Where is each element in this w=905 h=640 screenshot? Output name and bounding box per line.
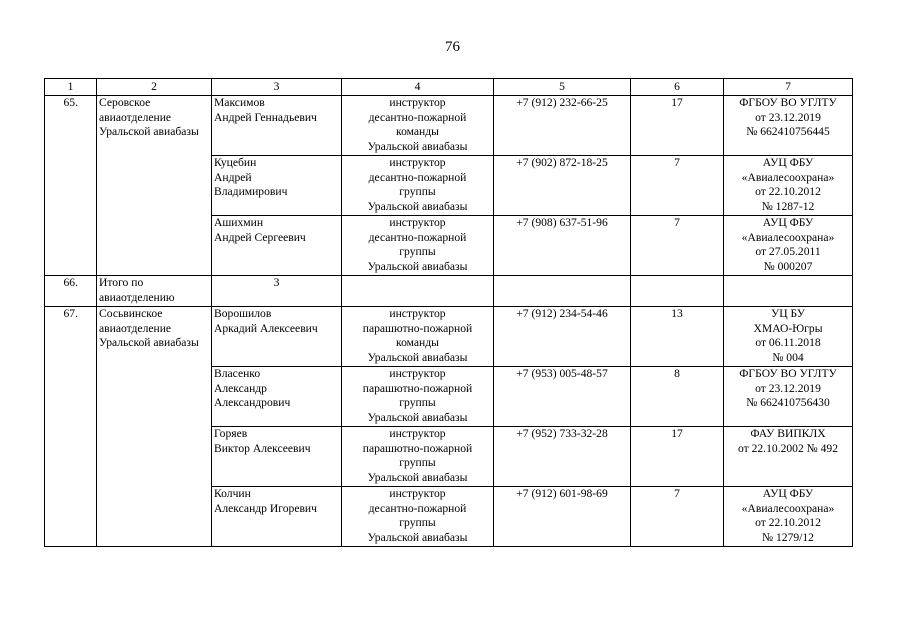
person-phone: +7 (912) 601-98-69 <box>494 487 631 547</box>
person-phone: +7 (952) 733-32-28 <box>494 427 631 487</box>
row-number: 67. <box>45 307 97 547</box>
person-position: инструктор парашютно-пожарной группы Уральской авиабазы <box>342 427 494 487</box>
person-certificate: ФГБОУ ВО УГЛТУ от 23.12.2019 № 662410756445 <box>724 96 853 156</box>
total-count: 3 <box>212 276 342 307</box>
person-certificate: АУЦ ФБУ «Авиалесоохрана» от 27.05.2011 № 000207 <box>724 216 853 276</box>
person-certificate: ФГБОУ ВО УГЛТУ от 23.12.2019 № 662410756430 <box>724 367 853 427</box>
total-label: Итого по авиаотделению <box>97 276 212 307</box>
row-number: 65. <box>45 96 97 276</box>
empty-cell <box>724 276 853 307</box>
empty-cell <box>342 276 494 307</box>
person-phone: +7 (912) 234-54-46 <box>494 307 631 367</box>
column-number-4: 4 <box>342 79 494 96</box>
person-phone: +7 (953) 005-48-57 <box>494 367 631 427</box>
person-experience: 17 <box>631 427 724 487</box>
staff-table <box>44 78 853 547</box>
person-row <box>45 96 853 156</box>
person-experience: 7 <box>631 216 724 276</box>
person-experience: 17 <box>631 96 724 156</box>
person-phone: +7 (908) 637-51-96 <box>494 216 631 276</box>
person-experience: 13 <box>631 307 724 367</box>
person-experience: 7 <box>631 156 724 216</box>
row-number: 66. <box>45 276 97 307</box>
person-position: инструктор десантно-пожарной группы Уральской авиабазы <box>342 156 494 216</box>
person-position: инструктор парашютно-пожарной команды Уральской авиабазы <box>342 307 494 367</box>
column-number-5: 5 <box>494 79 631 96</box>
person-certificate: ФАУ ВИПКЛХ от 22.10.2002 № 492 <box>724 427 853 487</box>
column-number-2: 2 <box>97 79 212 96</box>
person-position: инструктор десантно-пожарной группы Уральской авиабазы <box>342 487 494 547</box>
person-position: инструктор десантно-пожарной команды Уральской авиабазы <box>342 96 494 156</box>
person-name: Горяев Виктор Алексеевич <box>212 427 342 487</box>
empty-cell <box>494 276 631 307</box>
column-number-1: 1 <box>45 79 97 96</box>
total-row <box>45 276 853 307</box>
person-name: Ворошилов Аркадий Алексеевич <box>212 307 342 367</box>
person-name: Максимов Андрей Геннадьевич <box>212 96 342 156</box>
person-name: Ашихмин Андрей Сергеевич <box>212 216 342 276</box>
empty-cell <box>631 276 724 307</box>
column-number-3: 3 <box>212 79 342 96</box>
column-number-7: 7 <box>724 79 853 96</box>
person-position: инструктор парашютно-пожарной группы Уральской авиабазы <box>342 367 494 427</box>
person-certificate: АУЦ ФБУ «Авиалесоохрана» от 22.10.2012 № 1279/12 <box>724 487 853 547</box>
header-row <box>45 79 853 96</box>
person-position: инструктор десантно-пожарной группы Уральской авиабазы <box>342 216 494 276</box>
person-experience: 8 <box>631 367 724 427</box>
person-certificate: АУЦ ФБУ «Авиалесоохрана» от 22.10.2012 № 1287-12 <box>724 156 853 216</box>
person-name: Власенко Александр Александрович <box>212 367 342 427</box>
column-number-6: 6 <box>631 79 724 96</box>
person-name: Колчин Александр Игоревич <box>212 487 342 547</box>
unit-name: Сосьвинское авиаотделение Уральской авиабазы <box>97 307 212 547</box>
person-phone: +7 (912) 232-66-25 <box>494 96 631 156</box>
person-certificate: УЦ БУ ХМАО-Югры от 06.11.2018 № 004 <box>724 307 853 367</box>
person-row <box>45 307 853 367</box>
person-name: Куцебин Андрей Владимирович <box>212 156 342 216</box>
unit-name: Серовское авиаотделение Уральской авиабазы <box>97 96 212 276</box>
page-number: 76 <box>445 39 460 55</box>
person-experience: 7 <box>631 487 724 547</box>
person-phone: +7 (902) 872-18-25 <box>494 156 631 216</box>
table-body <box>45 79 853 547</box>
